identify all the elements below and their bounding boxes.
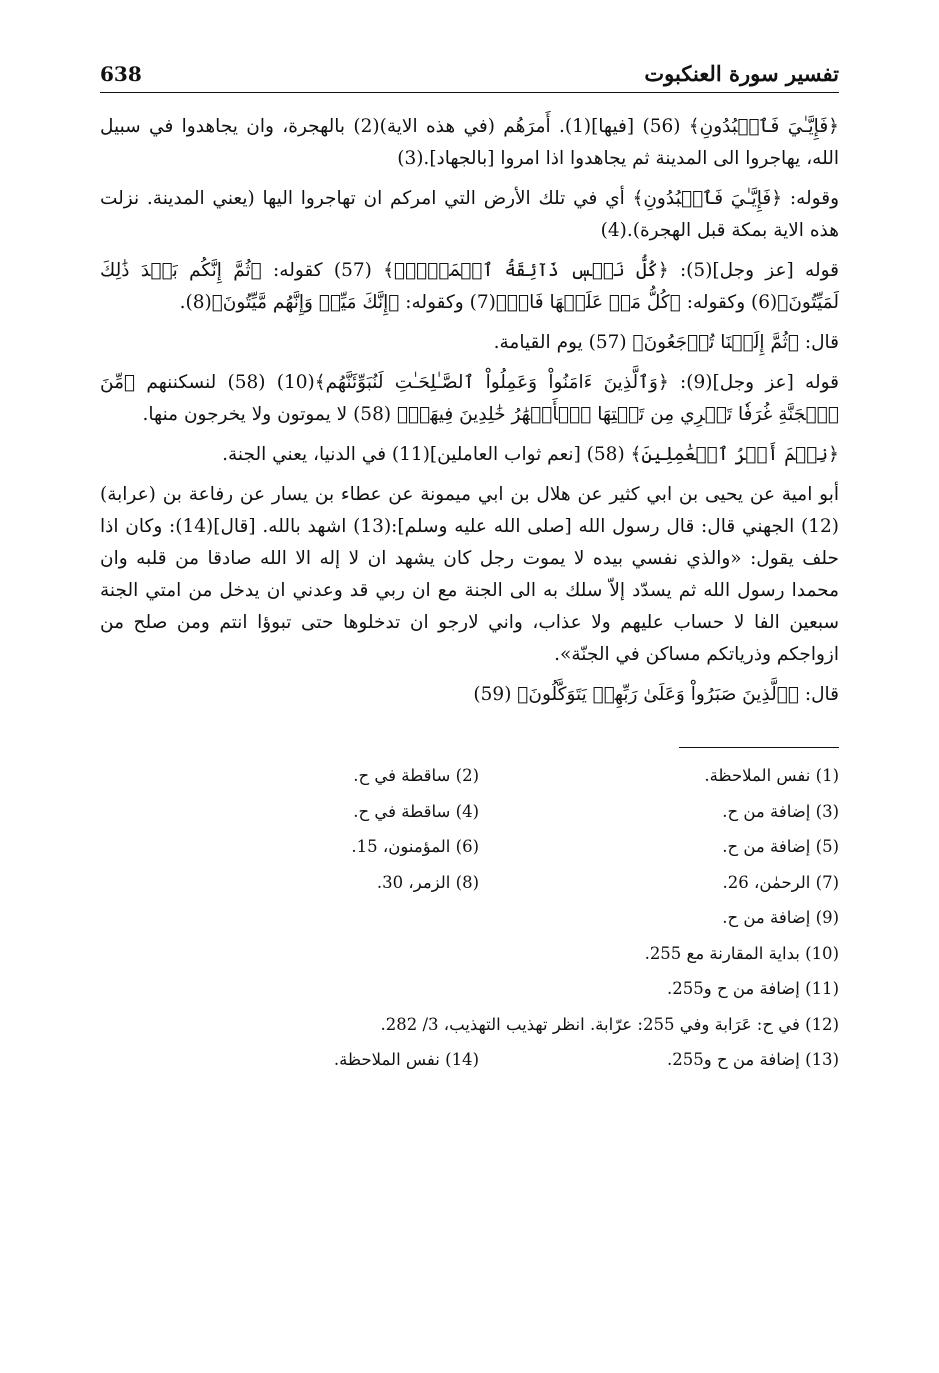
paragraph: وقوله: ﴿فَإِيَّـٰيَ فَٱعۡبُدُونِ﴾ أي في تلك الأرض التي امركم ان تهاجروا اليها (يعني المدينة. نزلت هذه الاية بمكة قبل الهجرة).(4) [100, 188, 839, 241]
page-number: 638 [100, 62, 142, 86]
footnote: (14) نفس الملاحظة. [333, 1050, 479, 1069]
footnote: (10) بداية المقارنة مع 255. [644, 943, 839, 963]
main-text [100, 111, 839, 711]
footnote-separator [679, 747, 839, 748]
footnote: (1) نفس الملاحظة. [704, 766, 839, 785]
footnote: (11) إضافة من ح و255. [667, 979, 839, 998]
paragraph: قوله [عز وجل](5): ﴿كُلُّ نَفۡسٖ ذَآئِقَةُ ٱلۡمَوۡتِۖ﴾ (57) كقوله: ﴿ثُمَّ إِنَّكُم بَعۡدَ ذَٰلِكَ لَمَيِّتُونَ﴾(6) وكقوله: ﴿كُلُّ مَنۡ عَلَيۡهَا فَانٖ﴾(7) وكقوله: ﴿إِنَّكَ مَيِّتٞ وَإِنَّهُم مَّيِّتُونَ﴾(8). [100, 260, 839, 313]
paragraph: قال: ﴿ٱلَّذِينَ صَبَرُواْ وَعَلَىٰ رَبِّهِمۡ يَتَوَكَّلُونَ﴾ (59) [473, 684, 839, 705]
running-title: تفسير سورة العنكبوت [644, 61, 839, 86]
footnote: (12) في ح: عَرَابة وفي 255: عرّابة. انظر تهذيب التهذيب، 3/ 282. [380, 1014, 839, 1034]
footnote: (8) الزمر، 30. [376, 872, 479, 892]
paragraph: ﴿فَإِيَّـٰيَ فَٱعۡبُدُونِ﴾ (56) [فيها](1). أَمرَهُم (في هذه الاية)(2) بالهجرة، وان يجاهدوا في سبيل الله، يهاجروا الى المدينة ثم يجاهدوا اذا امروا [بالجهاد].(3) [100, 116, 840, 169]
footnote-row [100, 1042, 839, 1078]
footnote-row [100, 829, 839, 865]
footnote-row [100, 865, 839, 901]
footnote: (9) إضافة من ح. [722, 908, 839, 927]
paragraph: قال: ﴿ثُمَّ إِلَيۡنَا تُرۡجَعُونَ﴾ (57) يوم القيامة. [493, 332, 839, 353]
paragraph: أبو امية عن يحيى بن ابي كثير عن هلال بن ابي ميمونة عن عطاء بن يسار عن رفاعة بن (عرابة)(12) الجهني قال: قال رسول الله [صلى الله عليه وسلم]:(13) اشهد بالله. [قال](14): وكان اذا حلف يقول: «والذي نفسي بيده لا يموت رجل كان يشهد ان لا إله الا الله صادقا من قلبه وان محمدا رسول الله ثم يسدّد إلاّ سلك به الى الجنة مع ان ربي قد وعدني ان يدخل من امتي الجنة سبعين الفا لا حساب عليهم ولا عذاب، واني لارجو ان تدخلوها حتى تبوؤا انتم ومن صلح من ازواجكم وذرياتكم مساكن في الجنّة». [100, 484, 839, 665]
footnote: (2) ساقطة في ح. [353, 766, 479, 785]
footnote-row [100, 794, 839, 830]
footnote: (7) الرحمٰن، 26. [722, 872, 839, 892]
paragraph: ﴿نِعۡمَ أَجۡرُ ٱلۡعَٰمِلِينَ﴾ (58) [نعم ثواب العاملين](11) في الدنيا، يعني الجنة. [222, 444, 839, 465]
footnote: (4) ساقطة في ح. [353, 801, 479, 821]
paragraph: قوله [عز وجل](9): ﴿وَٱلَّذِينَ ءَامَنُواْ وَعَمِلُواْ ٱلصَّـٰلِحَـٰتِ لَنُبَوِّئَنَّهُم﴾(10) (58) لنسكننهم ﴿مِّنَ ٱلۡجَنَّةِ غُرَفٗا تَجۡرِي مِن تَحۡتِهَا ٱلۡأَنۡهَٰرُ خَٰلِدِينَ فِيهَاۚ﴾ (58) لا يموتون ولا يخرجون منها. [100, 372, 839, 425]
footnote-row [100, 758, 839, 794]
footnote: (13) إضافة من ح و255. [667, 1050, 839, 1069]
page-header [100, 52, 839, 86]
footnote: (5) إضافة من ح. [722, 837, 839, 856]
footnote: (3) إضافة من ح. [722, 801, 839, 821]
footnotes [100, 758, 839, 1078]
header-rule [100, 92, 839, 93]
footnote: (6) المؤمنون، 15. [351, 837, 479, 856]
